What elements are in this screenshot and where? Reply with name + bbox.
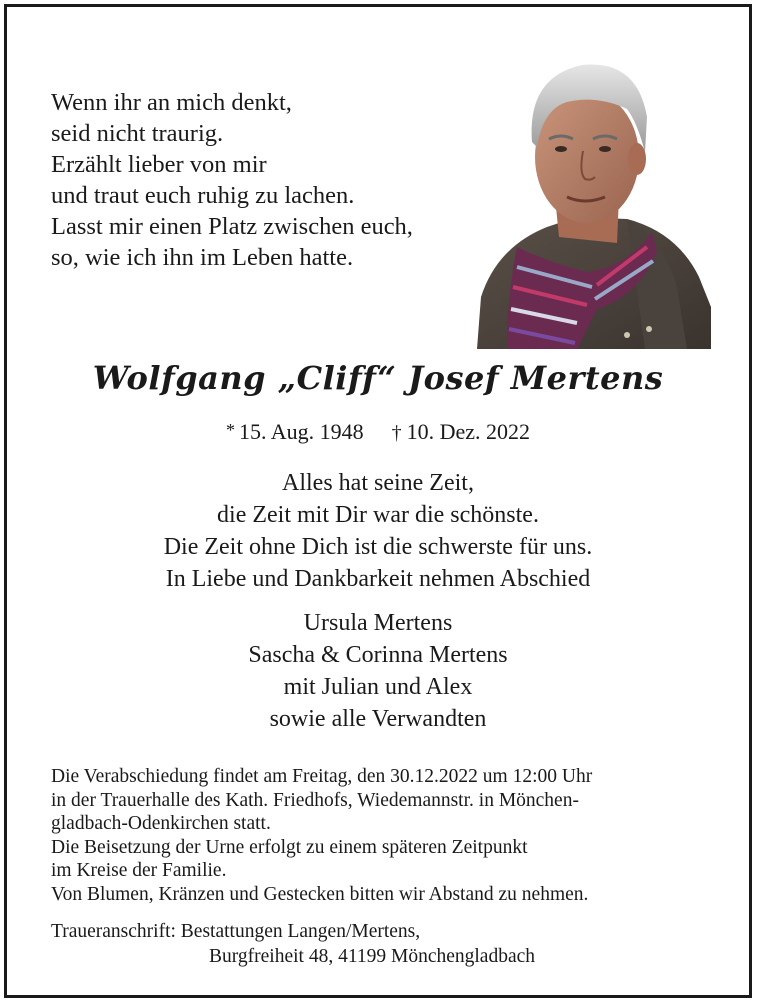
obituary-notice bbox=[4, 4, 752, 998]
poem-line: und traut euch ruhig zu lachen. bbox=[51, 182, 355, 209]
motto-line: Alles hat seine Zeit, bbox=[282, 470, 474, 496]
life-dates bbox=[7, 419, 749, 445]
death-date: 10. Dez. 2022 bbox=[406, 419, 531, 444]
farewell-motto bbox=[7, 467, 749, 595]
poem-line: so, wie ich ihn im Leben hatte. bbox=[51, 244, 354, 271]
poem-line: Erzählt lieber von mir bbox=[51, 151, 267, 178]
mourning-address bbox=[51, 919, 535, 969]
poem-line: Wenn ihr an mich denkt, bbox=[51, 89, 292, 116]
mourner-line: Ursula Mertens bbox=[303, 610, 453, 636]
poem bbox=[51, 87, 413, 273]
info-line: Die Verabschiedung findet am Freitag, den 30.12.2022 um 12:00 Uhr bbox=[51, 766, 593, 787]
info-line: gladbach-Odenkirchen statt. bbox=[51, 813, 271, 834]
death-cross-icon: † bbox=[391, 422, 402, 444]
address-line: Burgfreiheit 48, 41199 Mönchengladbach bbox=[209, 946, 536, 967]
mourner-line: Sascha & Corinna Mertens bbox=[248, 642, 508, 668]
poem-line: Lasst mir einen Platz zwischen euch, bbox=[51, 213, 413, 240]
info-line: Von Blumen, Kränzen und Gestecken bitten wir Abstand zu nehmen. bbox=[51, 883, 589, 905]
info-line: im Kreise der Familie. bbox=[51, 860, 227, 881]
ceremony-info bbox=[51, 765, 701, 906]
info-line: in der Trauerhalle des Kath. Friedhofs, Wiedemannstr. in Mönchen- bbox=[51, 789, 579, 811]
poem-line: seid nicht traurig. bbox=[51, 120, 224, 147]
birth-date: 15. Aug. 1948 bbox=[238, 419, 364, 444]
motto-line: Die Zeit ohne Dich ist die schwerste für uns. bbox=[163, 534, 593, 560]
info-line: Die Beisetzung der Urne erfolgt zu einem späteren Zeitpunkt bbox=[51, 836, 528, 858]
motto-line: In Liebe und Dankbarkeit nehmen Abschied bbox=[165, 566, 591, 592]
mourners-list bbox=[7, 607, 749, 735]
portrait-photo bbox=[477, 47, 711, 349]
address-line: Traueranschrift: Bestattungen Langen/Mertens, bbox=[51, 921, 421, 942]
mourner-line: sowie alle Verwandten bbox=[269, 706, 487, 732]
mourner-line: mit Julian und Alex bbox=[283, 674, 473, 700]
birth-star-icon: * bbox=[225, 420, 235, 440]
deceased-name: Wolfgang „Cliff“ Josef Mertens bbox=[92, 359, 664, 397]
motto-line: die Zeit mit Dir war die schönste. bbox=[217, 502, 539, 528]
portrait-illustration bbox=[477, 47, 711, 349]
